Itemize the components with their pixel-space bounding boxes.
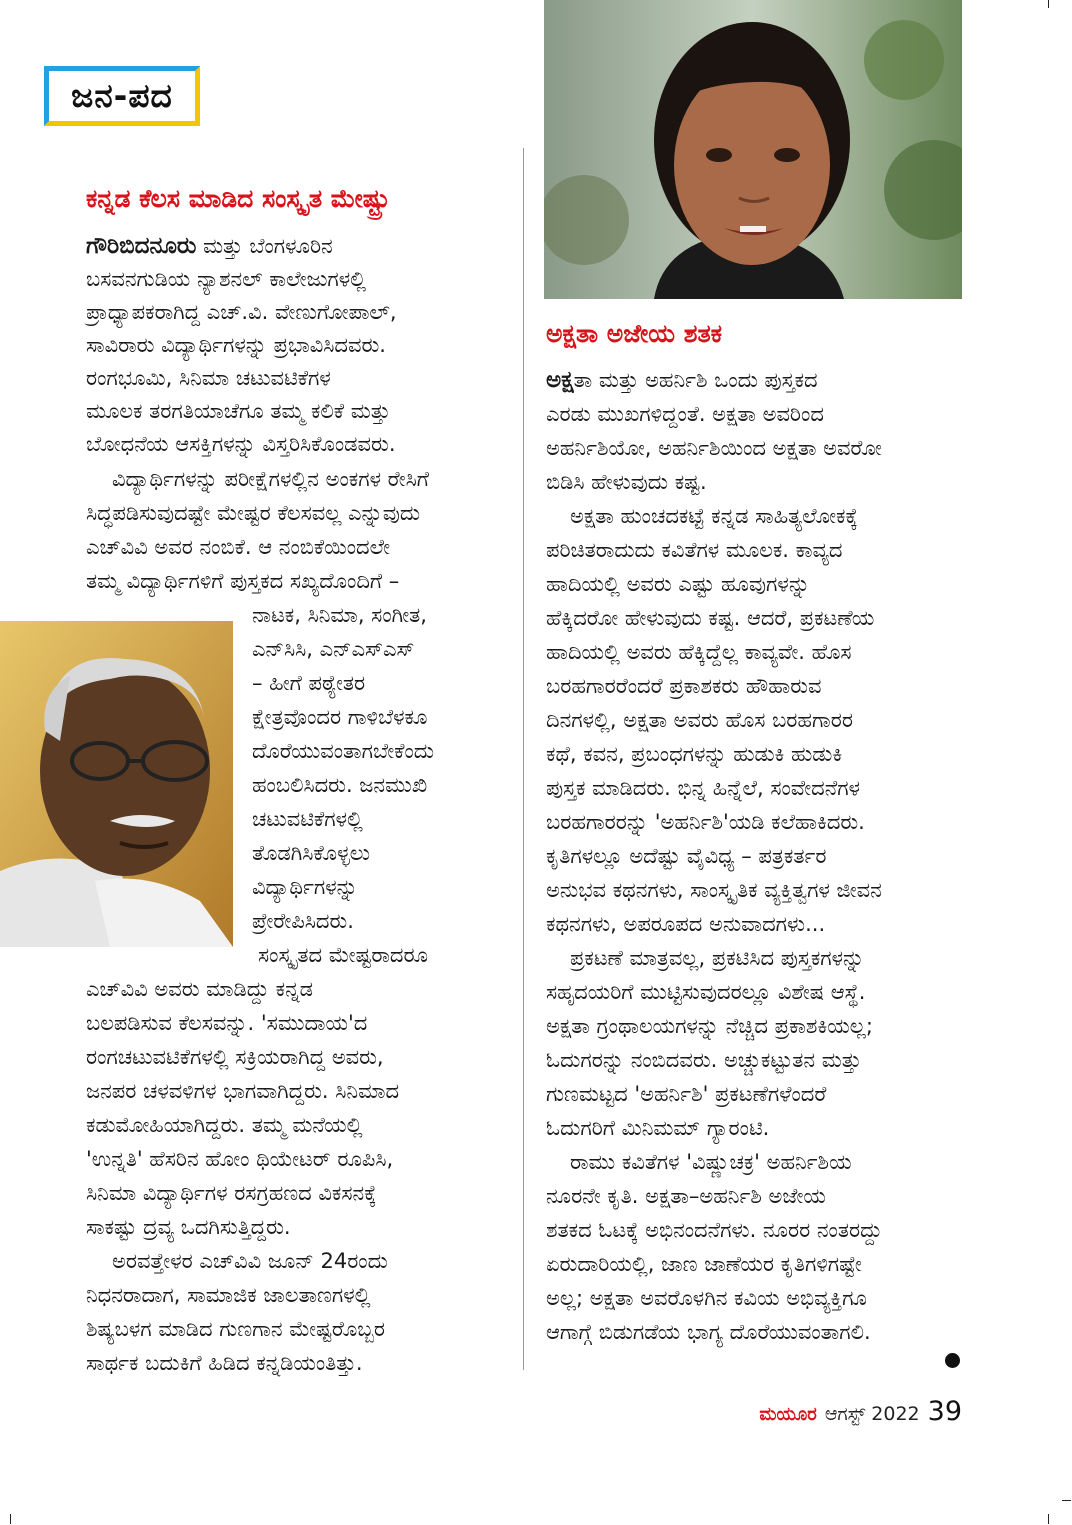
article-line: ಸಿನಿಮಾ ವಿದ್ಯಾರ್ಥಿಗಳ ರಸಗ್ರಹಣದ ವಿಕಸನಕ್ಕೆ [86, 1181, 377, 1205]
article-line: ಶತಕದ ಓಟಕ್ಕೆ ಅಭಿನಂದನೆಗಳು. ನೂರರ ನಂತರದ್ದು [546, 1218, 883, 1242]
article-line: ಪರಿಚಿತರಾದುದು ಕವಿತೆಗಳ ಮೂಲಕ. ಕಾವ್ಯದ [546, 538, 843, 562]
issue-date: ಆಗಸ್ಟ್ 2022 [824, 1403, 920, 1425]
crop-mark [1048, 0, 1049, 8]
article-line: ಓದುಗರನ್ನು ನಂಬಿದವರು. ಅಚ್ಚುಕಟ್ಟುತನ ಮತ್ತು [546, 1048, 862, 1072]
end-mark-bullet [945, 1353, 960, 1368]
article-line: ಮೂಲಕ ತರಗತಿಯಾಚೆಗೂ ತಮ್ಮ ಕಲಿಕೆ ಮತ್ತು [86, 399, 391, 423]
article-line: ಅಲ್ಲ; ಅಕ್ಷತಾ ಅವರೊಳಗಿನ ಕವಿಯ ಅಭಿವ್ಯಕ್ತಿಗೂ [546, 1286, 867, 1310]
article-line: ಅನುಭವ ಕಥನಗಳು, ಸಾಂಸ್ಕೃತಿಕ ವ್ಯಕ್ತಿತ್ವಗಳ ಜೀವನ [546, 878, 882, 902]
article-line: ಪ್ರೇರೇಪಿಸಿದರು. [252, 909, 354, 933]
article-line: ರಂಗಭೂಮಿ, ಸಿನಿಮಾ ಚಟುವಟಿಕೆಗಳ [86, 366, 331, 390]
crop-mark [1062, 1500, 1071, 1501]
article-line: ಕಡುಮೋಹಿಯಾಗಿದ್ದರು. ತಮ್ಮ ಮನೆಯಲ್ಲಿ [86, 1113, 363, 1137]
article-line: ರಾಮು ಕವಿತೆಗಳ 'ವಿಷ್ಣುಚಕ್ರ' ಅಹರ್ನಿಶಿಯ [570, 1150, 852, 1174]
article-line: ನಾಟಕ, ಸಿನಿಮಾ, ಸಂಗೀತ, [252, 603, 427, 627]
article-line: ಅಕ್ಷತಾ ಗ್ರಂಥಾಲಯಗಳನ್ನು ನೆಚ್ಚಿದ ಪ್ರಕಾಶಕಿಯಲ್ಲ; [546, 1014, 873, 1038]
article-line: ಬಿಡಿಸಿ ಹೇಳುವುದು ಕಷ್ಟ. [546, 470, 707, 494]
article-line: ನಿಧನರಾದಾಗ, ಸಾಮಾಜಿಕ ಜಾಲತಾಣಗಳಲ್ಲಿ [86, 1283, 371, 1307]
portrait-photo-man [0, 621, 233, 947]
article-line: ದೊರೆಯುವಂತಾಗಬೇಕೆಂದು [252, 739, 435, 763]
right-headline: ಅಕ್ಷತಾ ಅಜೇಯ ಶತಕ [546, 319, 722, 348]
article-line: ಅಕ್ಷತಾ ಹುಂಚದಕಟ್ಟೆ ಕನ್ನಡ ಸಾಹಿತ್ಯಲೋಕಕ್ಕೆ [570, 504, 858, 528]
article-line: ವಿದ್ಯಾರ್ಥಿಗಳನ್ನು ಪರೀಕ್ಷೆಗಳಲ್ಲಿನ ಅಂಕಗಳ ರೇಸಿಗೆ [112, 467, 430, 491]
article-line: ಕಥನಗಳು, ಅಪರೂಪದ ಅನುವಾದಗಳು... [546, 912, 826, 936]
article-line: ಓದುಗರಿಗೆ ಮಿನಿಮಮ್ ಗ್ಯಾರಂಟಿ. [546, 1116, 770, 1140]
article-line: ಪ್ರಕಟಣೆ ಮಾತ್ರವಲ್ಲ, ಪ್ರಕಟಿಸಿದ ಪುಸ್ತಕಗಳನ್ನು [570, 946, 865, 970]
article-line: ಸಾವಿರಾರು ವಿದ್ಯಾರ್ಥಿಗಳನ್ನು ಪ್ರಭಾವಿಸಿದವರು. [86, 333, 386, 357]
article-line: ಬರಹಗಾರರೆಂದರೆ ಪ್ರಕಾಶಕರು ಹೌಹಾರುವ [546, 674, 822, 698]
article-line: ಎನ್‌ಸಿಸಿ, ಎನ್‌ಎಸ್‌ಎಸ್ [252, 637, 415, 661]
article-line: ಆಗಾಗ್ಗೆ ಬಿಡುಗಡೆಯ ಭಾಗ್ಯ ದೊರೆಯುವಂತಾಗಲಿ. [546, 1320, 871, 1344]
crop-mark [1048, 1514, 1049, 1524]
article-line: ಸಹೃದಯರಿಗೆ ಮುಟ್ಟಿಸುವುದರಲ್ಲೂ ವಿಶೇಷ ಆಸ್ಥೆ. [546, 980, 866, 1004]
article-line: ಅಹರ್ನಿಶಿಯೋ, ಅಹರ್ನಿಶಿಯಿಂದ ಅಕ್ಷತಾ ಅವರೋ [546, 436, 882, 460]
article-line: ಏರುದಾರಿಯಲ್ಲಿ, ಜಾಣ ಜಾಣೆಯರ ಕೃತಿಗಳಿಗಷ್ಟೇ [546, 1252, 862, 1276]
portrait-photo-woman [544, 0, 962, 299]
article-line: ಬೋಧನೆಯ ಆಸಕ್ತಿಗಳನ್ನು ವಿಸ್ತರಿಸಿಕೊಂಡವರು. [86, 432, 396, 456]
article-line: ರಂಗಚಟುವಟಿಕೆಗಳಲ್ಲಿ ಸಕ್ರಿಯರಾಗಿದ್ದ ಅವರು, [86, 1045, 384, 1069]
article-line: 'ಉನ್ನತಿ' ಹೆಸರಿನ ಹೋಂ ಥಿಯೇಟರ್ ರೂಪಿಸಿ, [86, 1147, 394, 1171]
section-tag: ಜನ-ಪದ [44, 66, 200, 126]
article-line: ಎಚ್‌ವಿವಿ ಅವರು ಮಾಡಿದ್ದು ಕನ್ನಡ [86, 977, 313, 1001]
article-line: ಹಂಬಲಿಸಿದರು. ಜನಮುಖಿ [252, 773, 428, 797]
article-line: ವಿದ್ಯಾರ್ಥಿಗಳನ್ನು [252, 875, 358, 899]
article-line: ಜನಪರ ಚಳವಳಿಗಳ ಭಾಗವಾಗಿದ್ದರು. ಸಿನಿಮಾದ [86, 1079, 400, 1103]
article-line: ಬಸವನಗುಡಿಯ ನ್ಯಾಶನಲ್ ಕಾಲೇಜುಗಳಲ್ಲಿ [86, 267, 367, 291]
article-line: ಸಾರ್ಥಕ ಬದುಕಿಗೆ ಹಿಡಿದ ಕನ್ನಡಿಯಂತಿತ್ತು. [86, 1351, 363, 1375]
crop-mark [10, 1514, 11, 1524]
article-line: ಕಥೆ, ಕವನ, ಪ್ರಬಂಧಗಳನ್ನು ಹುಡುಕಿ ಹುಡುಕಿ [546, 742, 843, 766]
article-line: ಗುಣಮಟ್ಟದ 'ಅಹರ್ನಿಶಿ' ಪ್ರಕಟಣೆಗಳೆಂದರೆ [546, 1082, 827, 1106]
portrait-woman-illustration [544, 0, 962, 299]
article-line: ಹಾದಿಯಲ್ಲಿ ಅವರು ಎಷ್ಟು ಹೂವುಗಳನ್ನು [546, 572, 811, 596]
article-line: ಪುಸ್ತಕ ಮಾಡಿದರು. ಭಿನ್ನ ಹಿನ್ನೆಲೆ, ಸಂವೇದನೆಗಳ [546, 776, 861, 800]
article-line: ನೂರನೇ ಕೃತಿ. ಅಕ್ಷತಾ–ಅಹರ್ನಿಶಿ ಅಜೇಯ [546, 1184, 826, 1208]
page-footer [759, 1396, 962, 1427]
page-number: 39 [927, 1396, 962, 1427]
article-line: ಸಿದ್ಧಪಡಿಸುವುದಷ್ಟೇ ಮೇಷ್ಟರ ಕೆಲಸವಲ್ಲ ಎನ್ನುವುದು [86, 501, 421, 525]
article-line: ಅಕ್ಷತಾ ಮತ್ತು ಅಹರ್ನಿಶಿ ಒಂದು ಪುಸ್ತಕದ [546, 367, 818, 393]
column-divider [523, 148, 524, 1370]
article-line: ಹಾದಿಯಲ್ಲಿ ಅವರು ಹೆಕ್ಕಿದ್ದೆಲ್ಲ ಕಾವ್ಯವೇ. ಹೊಸ [546, 640, 852, 664]
article-line: ಎರಡು ಮುಖಗಳಿದ್ದಂತೆ. ಅಕ್ಷತಾ ಅವರಿಂದ [546, 402, 824, 426]
article-line: ತೊಡಗಿಸಿಕೊಳ್ಳಲು [252, 841, 371, 865]
article-line: ಶಿಷ್ಯಬಳಗ ಮಾಡಿದ ಗುಣಗಾನ ಮೇಷ್ಟರೊಬ್ಬರ [86, 1317, 385, 1341]
lead-word: ಅಕ್ಷ [546, 367, 574, 393]
left-headline: ಕನ್ನಡ ಕೆಲಸ ಮಾಡಿದ ಸಂಸ್ಕೃತ ಮೇಷ್ಟ್ರು [86, 184, 391, 213]
article-line: ಚಟುವಟಿಕೆಗಳಲ್ಲಿ [252, 807, 363, 831]
article-line: ಸಂಸ್ಕೃತದ ಮೇಷ್ಟರಾದರೂ [258, 943, 428, 967]
article-line: ಗೌರಿಬಿದನೂರು ಮತ್ತು ಬೆಂಗಳೂರಿನ [86, 233, 333, 259]
article-line: ಕೃತಿಗಳಲ್ಲೂ ಅದೆಷ್ಟು ವೈವಿಧ್ಯ – ಪತ್ರಕರ್ತರ [546, 844, 827, 868]
article-line: – ಹೀಗೆ ಪಠ್ಯೇತರ [252, 671, 366, 695]
lead-word: ಗೌರಿಬಿದನೂರು [86, 233, 197, 259]
article-line: ಹೆಕ್ಕಿದರೋ ಹೇಳುವುದು ಕಷ್ಟ. ಆದರೆ, ಪ್ರಕಟಣೆಯ [546, 606, 875, 630]
portrait-man-illustration [0, 621, 233, 947]
article-line: ತಮ್ಮ ವಿದ್ಯಾರ್ಥಿಗಳಿಗೆ ಪುಸ್ತಕದ ಸಖ್ಯದೊಂದಿಗೆ – [86, 569, 400, 593]
article-line: ದಿನಗಳಲ್ಲಿ, ಅಕ್ಷತಾ ಅವರು ಹೊಸ ಬರಹಗಾರರ [546, 708, 853, 732]
article-line: ಬಲಪಡಿಸುವ ಕೆಲಸವನ್ನು. 'ಸಮುದಾಯ'ದ [86, 1011, 368, 1035]
article-line: ಪ್ರಾಧ್ಯಾಪಕರಾಗಿದ್ದ ಎಚ್.ವಿ. ವೇಣುಗೋಪಾಲ್, [86, 300, 397, 324]
article-line: ಎಚ್‌ವಿವಿ ಅವರ ನಂಬಿಕೆ. ಆ ನಂಬಿಕೆಯಿಂದಲೇ [86, 535, 391, 559]
magazine-name: ಮಯೂರ [759, 1404, 817, 1425]
article-line: ಸಾಕಷ್ಟು ದ್ರವ್ಯ ಒದಗಿಸುತ್ತಿದ್ದರು. [86, 1215, 291, 1239]
article-line: ಕ್ಷೇತ್ರವೊಂದರ ಗಾಳಿಬೆಳಕೂ [252, 705, 428, 729]
article-line: ಬರಹಗಾರರನ್ನು 'ಅಹರ್ನಿಶಿ'ಯಡಿ ಕಲೆಹಾಕಿದರು. [546, 810, 865, 834]
article-line: ಅರವತ್ತೇಳರ ಎಚ್‌ವಿವಿ ಜೂನ್ 24ರಂದು [112, 1249, 388, 1273]
